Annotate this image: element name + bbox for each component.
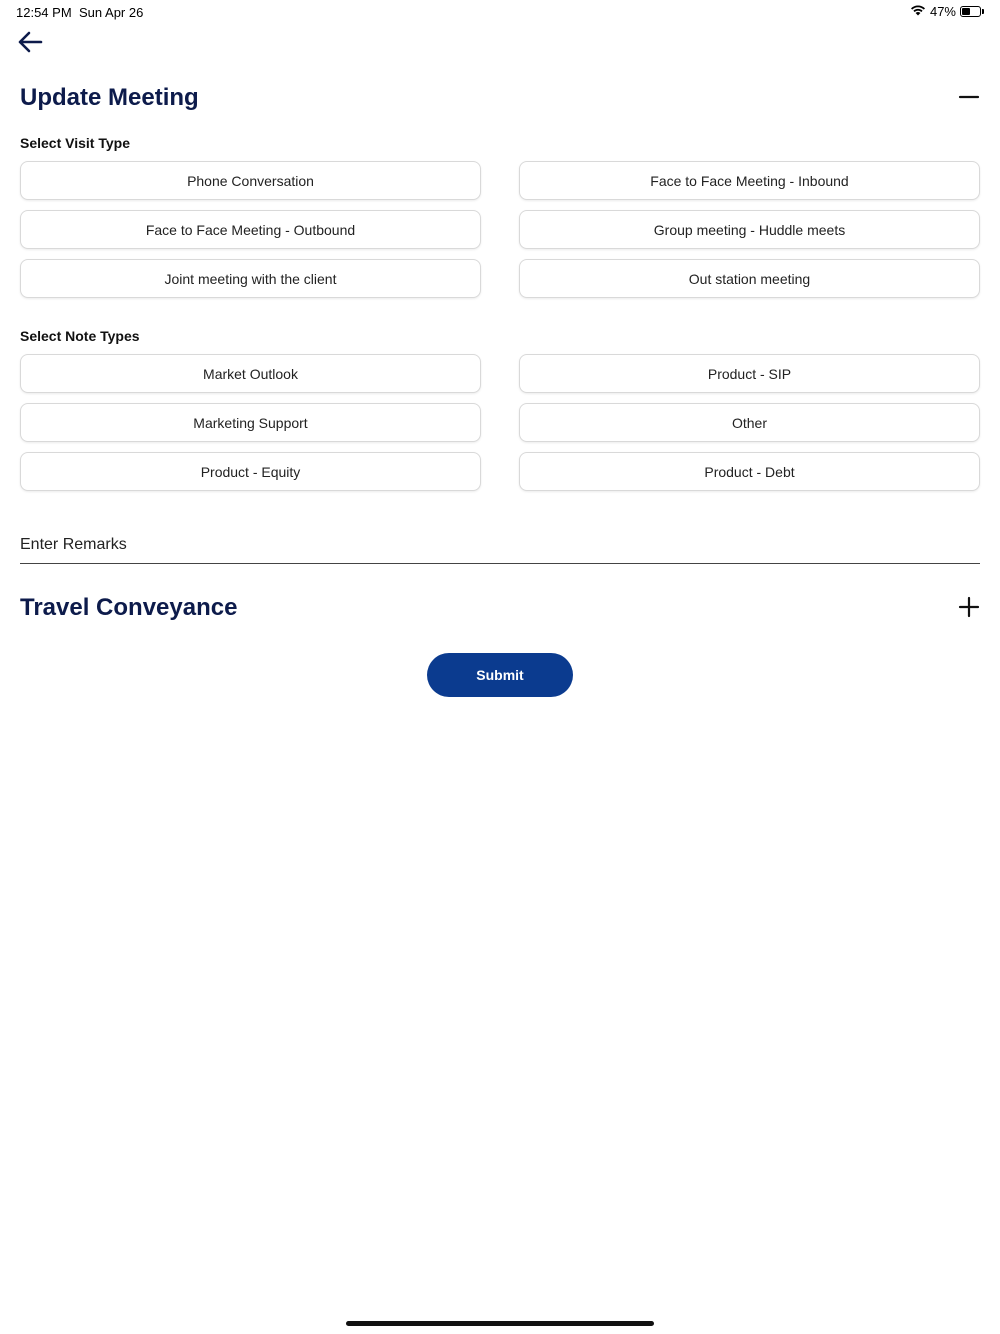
battery-fill	[962, 8, 970, 15]
status-date: Sun Apr 26	[79, 5, 144, 20]
update-meeting-title: Update Meeting	[20, 84, 199, 111]
visit-type-option[interactable]: Phone Conversation	[20, 161, 481, 200]
visit-type-option[interactable]: Joint meeting with the client	[20, 259, 481, 298]
minus-icon	[958, 86, 980, 108]
note-type-option[interactable]: Product - Equity	[20, 452, 481, 491]
note-type-option[interactable]: Market Outlook	[20, 354, 481, 393]
battery-icon	[960, 6, 981, 17]
visit-type-option[interactable]: Out station meeting	[519, 259, 980, 298]
remarks-input[interactable]	[20, 526, 980, 564]
travel-conveyance-title: Travel Conveyance	[20, 594, 238, 621]
status-time: 12:54 PM	[16, 5, 72, 20]
note-type-option[interactable]: Product - Debt	[519, 452, 980, 491]
battery-percent: 47%	[929, 4, 956, 19]
home-indicator	[346, 1321, 654, 1326]
visit-type-option[interactable]: Face to Face Meeting - Outbound	[20, 210, 481, 249]
note-type-option[interactable]: Marketing Support	[20, 403, 481, 442]
visit-type-option[interactable]: Group meeting - Huddle meets	[519, 210, 980, 249]
visit-type-label: Select Visit Type	[20, 135, 130, 151]
note-type-option[interactable]: Product - SIP	[519, 354, 980, 393]
status-right	[910, 4, 984, 19]
submit-button[interactable]: Submit	[427, 653, 573, 697]
wifi-icon	[910, 4, 926, 19]
arrow-left-icon	[17, 31, 43, 53]
status-bar	[0, 0, 1000, 24]
note-types-label: Select Note Types	[20, 328, 140, 344]
note-type-option[interactable]: Other	[519, 403, 980, 442]
visit-type-option[interactable]: Face to Face Meeting - Inbound	[519, 161, 980, 200]
note-type-options	[20, 354, 980, 491]
plus-icon	[958, 596, 980, 618]
collapse-update-meeting-button[interactable]	[958, 86, 980, 108]
expand-travel-conveyance-button[interactable]	[958, 596, 980, 618]
visit-type-options	[20, 161, 980, 298]
battery-tip	[982, 9, 984, 14]
back-button[interactable]	[14, 26, 46, 58]
